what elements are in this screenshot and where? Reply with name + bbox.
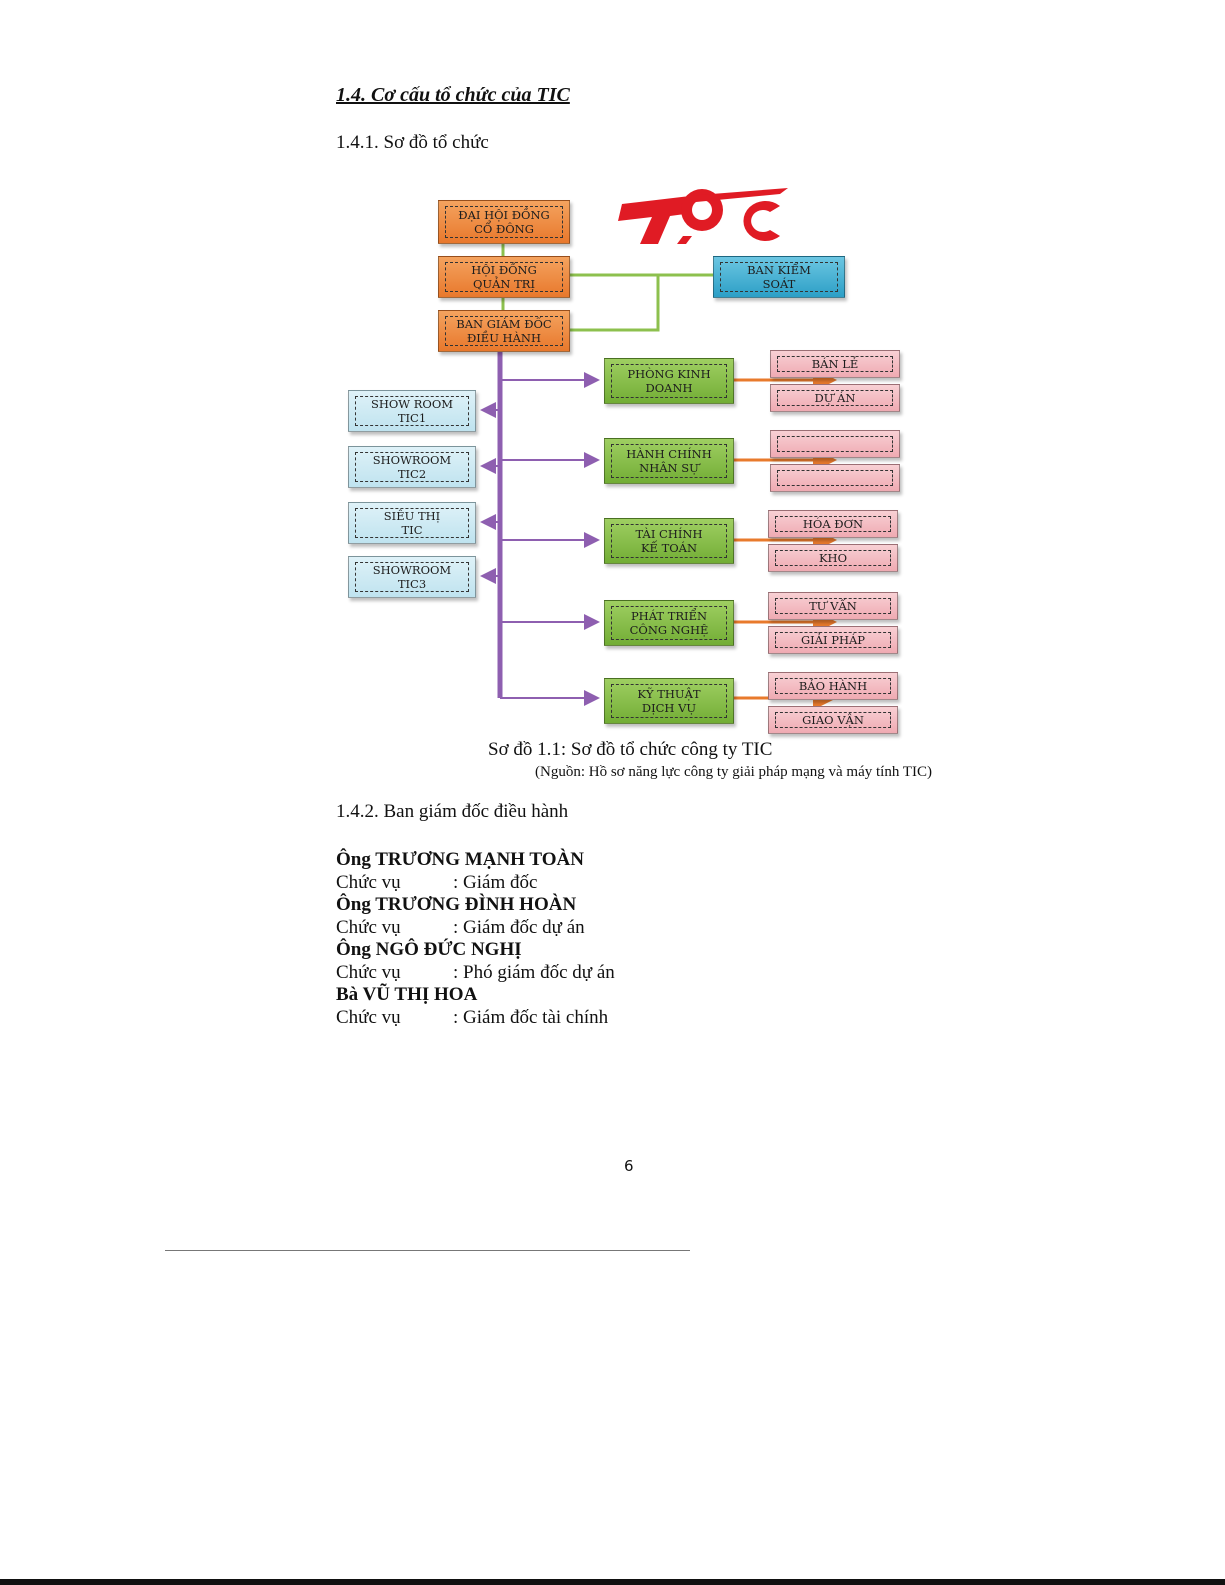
executive-role: : Giám đốc dự án (453, 917, 585, 938)
box-label: KỸ THUẬT (637, 687, 701, 701)
box-label: DỊCH VỤ (641, 701, 697, 715)
executive-role-label: Chức vụ (336, 872, 401, 893)
box-label: SHOWROOM (372, 563, 452, 577)
executive-role-label: Chức vụ (336, 962, 401, 983)
executive-role: : Giám đốc tài chính (453, 1007, 609, 1028)
department-box (604, 518, 734, 564)
figure-caption: Sơ đồ 1.1: Sơ đồ tổ chức công ty TIC (488, 739, 773, 760)
executive-role-label: Chức vụ (336, 1007, 401, 1028)
box-label: PHÒNG KINH (627, 367, 711, 381)
box-label: SHOWROOM (372, 453, 452, 467)
box-label: TIC1 (397, 411, 427, 425)
box-label: TIC3 (397, 577, 427, 591)
box-label: TÀI CHÍNH (635, 527, 703, 541)
executive-name: Ông TRƯƠNG MẠNH TOÀN (336, 849, 584, 870)
subsection-org-chart: 1.4.1. Sơ đồ tổ chức (336, 132, 489, 153)
showroom-box (348, 556, 476, 598)
box-label: TƯ VẤN (775, 598, 891, 614)
page-bottom-edge (0, 1579, 1225, 1585)
unit-box (768, 672, 898, 700)
section-title: 1.4. Cơ cấu tổ chức của TIC (336, 84, 570, 106)
box-label: TIC (401, 523, 423, 537)
box-label: GIẢI PHÁP (775, 632, 891, 648)
unit-box (768, 592, 898, 620)
box-label: BAN KIỂM (747, 263, 811, 277)
department-box (604, 678, 734, 724)
supermarket-box (348, 502, 476, 544)
executive-role-label: Chức vụ (336, 917, 401, 938)
box-label: BẢO HÀNH (775, 678, 891, 694)
box-label: HÀNH CHÍNH (626, 447, 712, 461)
executive-name: Ông NGÔ ĐỨC NGHỊ (336, 939, 522, 960)
supervisory-board-box (713, 256, 845, 298)
executive-name: Bà VŨ THỊ HOA (336, 984, 478, 1005)
tic-logo (618, 188, 788, 244)
org-chart (340, 178, 980, 748)
box-label: CỔ ĐÔNG (474, 222, 534, 236)
unit-box (770, 384, 900, 412)
box-label: ĐẠI HỘI ĐỒNG (458, 208, 550, 222)
shareholders-meeting-box (438, 200, 570, 244)
department-box (604, 438, 734, 484)
box-label: DỰ ÁN (777, 390, 893, 406)
executive-name: Ông TRƯƠNG ĐÌNH HOÀN (336, 894, 577, 915)
unit-box (770, 464, 900, 492)
unit-box (770, 430, 900, 458)
unit-box (768, 544, 898, 572)
unit-box (770, 350, 900, 378)
box-label: PHÁT TRIỂN (630, 609, 708, 623)
department-box (604, 358, 734, 404)
box-label: KẾ TOÁN (640, 541, 698, 555)
unit-box (768, 706, 898, 734)
showroom-box (348, 390, 476, 432)
executive-board-box (438, 310, 570, 352)
department-box (604, 600, 734, 646)
subsection-executive-board: 1.4.2. Ban giám đốc điều hành (336, 801, 569, 822)
box-label: QUẢN TRỊ (472, 277, 535, 291)
box-label (777, 436, 893, 452)
showroom-box (348, 446, 476, 488)
executive-role: : Phó giám đốc dự án (453, 962, 615, 983)
box-label: TIC2 (397, 467, 427, 481)
box-label: DOANH (645, 381, 693, 395)
box-label: HỘI ĐỒNG (471, 263, 537, 277)
box-label: BÁN LẺ (777, 356, 893, 372)
board-of-directors-box (438, 256, 570, 298)
box-label: GIAO VẬN (775, 712, 891, 728)
box-label: SHOW ROOM (370, 397, 454, 411)
box-label: ĐIỀU HÀNH (466, 331, 541, 345)
box-label: CÔNG NGHỆ (629, 623, 709, 637)
box-label: SOÁT (762, 277, 796, 291)
box-label: HÓA ĐƠN (775, 516, 891, 532)
box-label (777, 470, 893, 486)
box-label: SIÊU THỊ (383, 509, 441, 523)
unit-box (768, 510, 898, 538)
page-number: 6 (624, 1157, 634, 1175)
figure-source: (Nguồn: Hồ sơ năng lực công ty giải pháp mạng và máy tính TIC) (535, 764, 932, 780)
box-label: BAN GIÁM ĐỐC (456, 317, 552, 331)
box-label: KHO (775, 550, 891, 566)
unit-box (768, 626, 898, 654)
footer-divider (165, 1250, 690, 1251)
executive-role: : Giám đốc (453, 872, 538, 893)
box-label: NHÂN SỰ (639, 461, 699, 475)
